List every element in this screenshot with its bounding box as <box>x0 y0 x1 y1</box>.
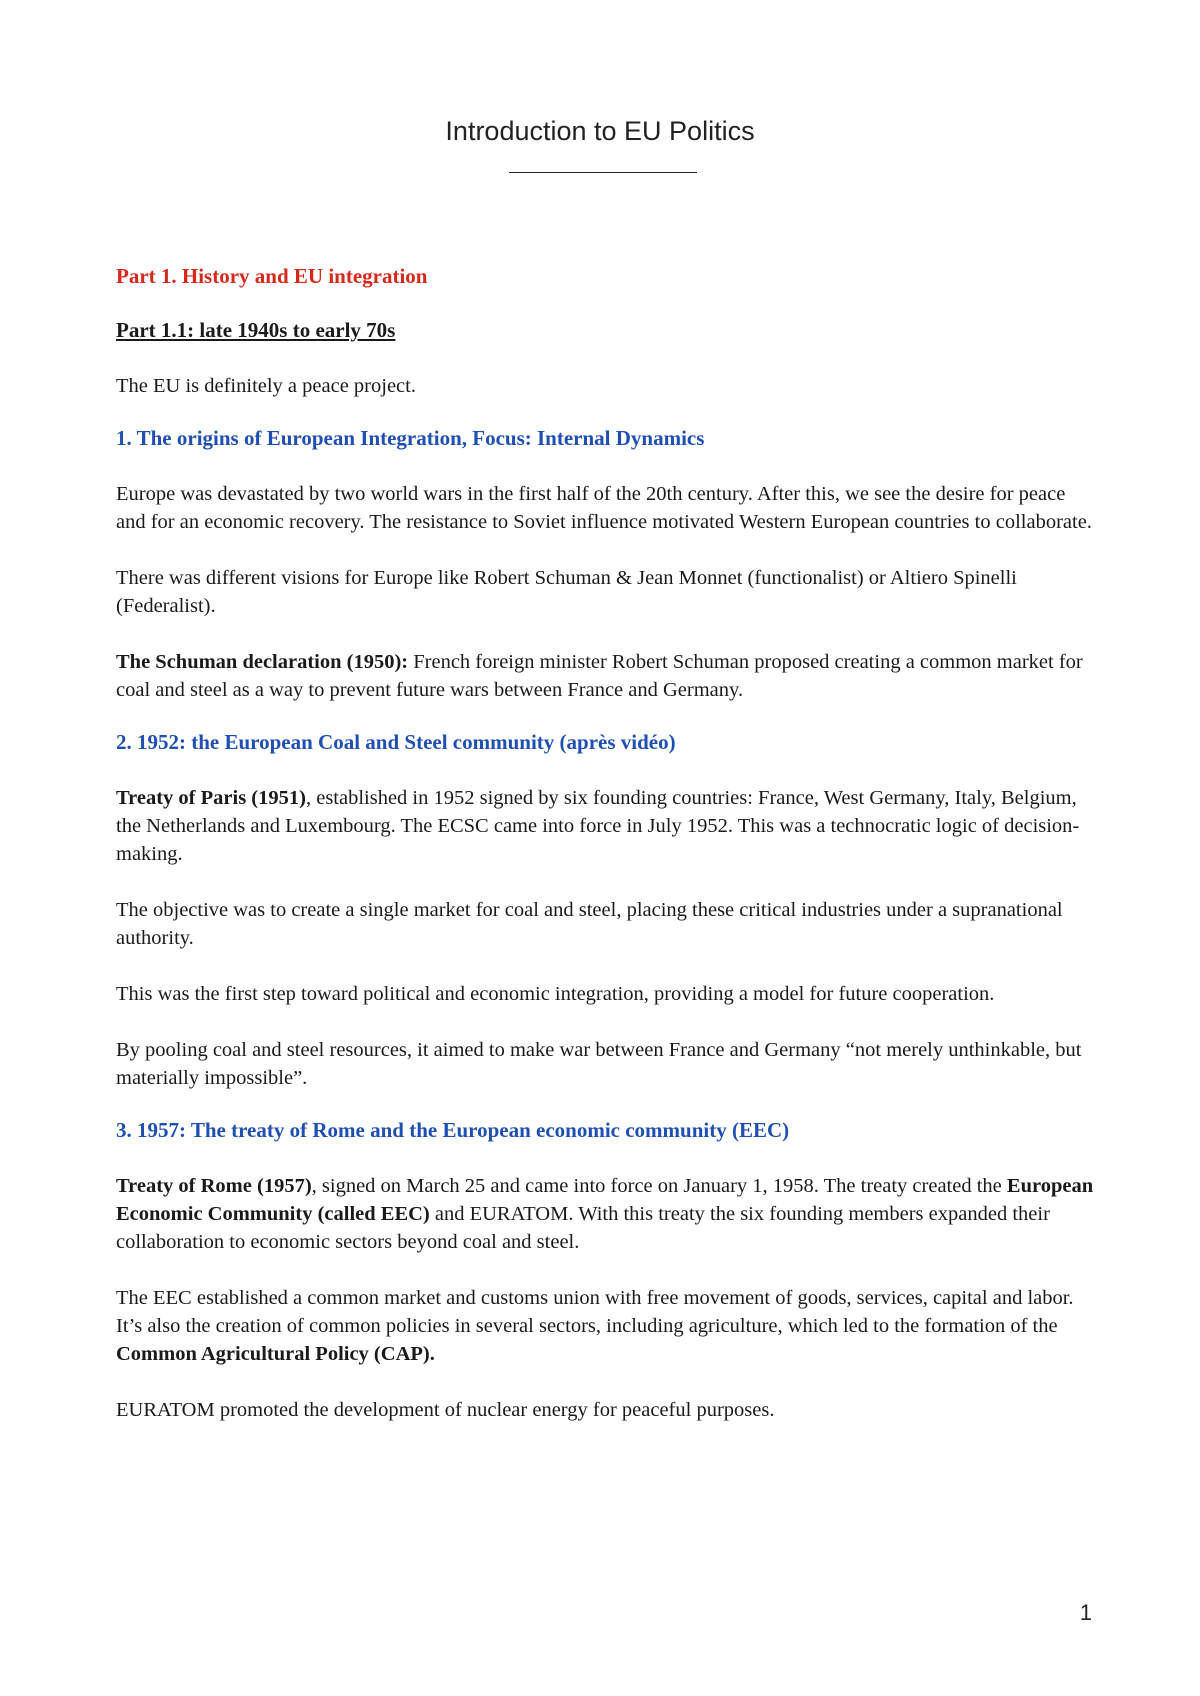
section-2-paragraph-3: This was the first step toward political and economic integration, providing a model for future cooperation. <box>116 983 995 1005</box>
treaty-of-rome-label: Treaty of Rome (1957) <box>116 1175 312 1197</box>
document-body <box>116 262 1096 1452</box>
page-number: 1 <box>1079 1600 1092 1625</box>
part-subheading: Part 1.1: late 1940s to early 70s <box>116 318 396 342</box>
eec-common-market-text: The EEC established a common market and customs union with free movement of goods, services, capital and labor. It’s also the creation of common policies in several sectors, including agriculture, which led to the formation of the <box>116 1287 1074 1337</box>
section-2-paragraph-4: By pooling coal and steel resources, it aimed to make war between France and Germany “not merely unthinkable, but materially impossible”. <box>116 1039 1082 1089</box>
section-3-paragraph-3: EURATOM promoted the development of nuclear energy for peaceful purposes. <box>116 1399 775 1421</box>
section-2-paragraph-1 <box>116 784 1096 868</box>
treaty-of-paris-label: Treaty of Paris (1951) <box>116 787 306 809</box>
section-1-paragraph-1: Europe was devastated by two world wars in the first half of the 20th century. After this, we see the desire for peace and for an economic recovery. The resistance to Soviet influence motivated Western European countries to collaborate. <box>116 483 1092 533</box>
document-title: Introduction to EU Politics <box>445 116 755 146</box>
treaty-of-rome-text-a: , signed on March 25 and came into force on January 1, 1958. The treaty created the <box>311 1175 1007 1197</box>
eec-label: European Economic Community (called EEC) <box>116 1175 1094 1225</box>
section-3-heading: 3. 1957: The treaty of Rome and the European economic community (EEC) <box>116 1118 790 1142</box>
treaty-of-rome-text-b: and EURATOM. With this treaty the six founding members expanded their collaboration to economic sectors beyond coal and steel. <box>116 1203 1050 1253</box>
cap-label: Common Agricultural Policy (CAP). <box>116 1343 435 1365</box>
section-1-paragraph-3 <box>116 648 1096 704</box>
section-1-heading: 1. The origins of European Integration, Focus: Internal Dynamics <box>116 426 705 450</box>
schuman-declaration-label: The Schuman declaration (1950): <box>116 651 409 673</box>
section-3-paragraph-2 <box>116 1284 1096 1368</box>
schuman-declaration-text: French foreign minister Robert Schuman proposed creating a common market for coal and steel as a way to prevent future wars between France and Germany. <box>116 651 1083 701</box>
section-2-heading: 2. 1952: the European Coal and Steel community (après vidéo) <box>116 730 676 754</box>
section-1-paragraph-2: There was different visions for Europe like Robert Schuman & Jean Monnet (functionalist) or Altiero Spinelli (Federalist). <box>116 567 1017 617</box>
title-underline-rule <box>509 172 697 173</box>
intro-paragraph: The EU is definitely a peace project. <box>116 375 416 397</box>
treaty-of-paris-text: , established in 1952 signed by six founding countries: France, West Germany, Italy, Belgium, the Netherlands and Luxembourg. The ECSC came into force in July 1952. This was a technocratic logic of decision-making. <box>116 787 1080 865</box>
section-3-paragraph-1 <box>116 1172 1096 1256</box>
part-heading: Part 1. History and EU integration <box>116 264 428 288</box>
section-2-paragraph-2: The objective was to create a single market for coal and steel, placing these critical industries under a supranational authority. <box>116 899 1063 949</box>
